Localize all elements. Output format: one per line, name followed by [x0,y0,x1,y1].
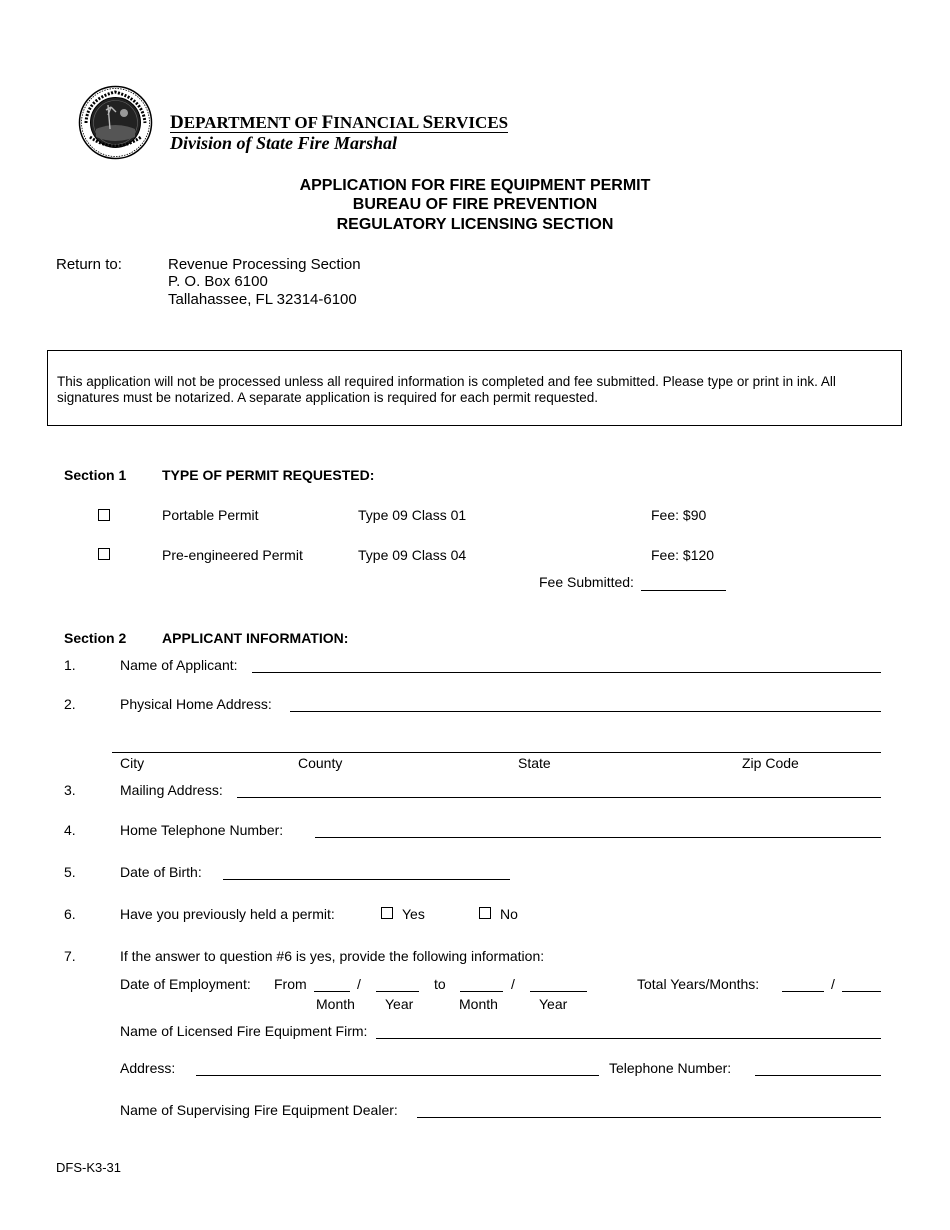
dept-text-2: INANCIAL [333,113,423,132]
to-month-field[interactable] [460,991,503,992]
date-of-birth-field[interactable] [223,879,510,880]
city-county-state-zip-field[interactable] [112,752,881,753]
to-slash: / [511,976,515,992]
city-label: City [120,755,145,771]
total-years-months-label: Total Years/Months: [637,976,760,992]
pre-engineered-permit-checkbox[interactable] [98,548,110,560]
pre-engineered-permit-type: Type 09 Class 04 [358,547,467,563]
no-label: No [500,906,518,922]
state-seal-logo [78,85,153,160]
notice-box [47,350,902,426]
previous-permit-no-checkbox[interactable] [479,907,491,919]
question-1-number: 1. [64,657,76,673]
form-id: DFS-K3-31 [56,1160,122,1175]
return-to-label: Return to: [56,256,122,273]
section-2-title: APPLICANT INFORMATION: [162,630,349,646]
portable-permit-checkbox[interactable] [98,509,110,521]
firm-address-label: Address: [120,1060,176,1076]
county-label: County [298,755,343,771]
firm-telephone-label: Telephone Number: [609,1060,732,1076]
from-month-field[interactable] [314,991,350,992]
home-telephone-field[interactable] [315,837,881,838]
pre-engineered-permit-fee: Fee: $120 [651,547,715,563]
division-name: Division of State Fire Marshal [170,133,398,153]
previous-permit-label: Have you previously held a permit: [120,906,335,922]
question-7-instructions: If the answer to question #6 is yes, provide the following information: [120,948,545,964]
form-title: APPLICATION FOR FIRE EQUIPMENT PERMIT [299,177,651,194]
section-2-label: Section 2 [64,630,127,646]
dept-text-1: EPARTMENT OF [183,113,322,132]
section-1-title: TYPE OF PERMIT REQUESTED: [162,467,375,483]
applicant-name-field[interactable] [252,672,881,673]
state-label: State [518,755,551,771]
question-6-number: 6. [64,906,76,922]
dept-initial-f: F [321,112,334,133]
dept-text-3: ERVICES [433,113,509,132]
firm-telephone-field[interactable] [755,1075,881,1076]
bureau-title: BUREAU OF FIRE PREVENTION [352,196,598,213]
section-1-label: Section 1 [64,467,127,483]
total-slash: / [831,976,835,992]
applicant-name-label: Name of Applicant: [120,657,238,673]
department-name [170,113,508,133]
date-of-birth-label: Date of Birth: [120,864,202,880]
question-4-number: 4. [64,822,76,838]
total-years-field[interactable] [782,991,824,992]
supervising-dealer-field[interactable] [417,1117,881,1118]
question-2-number: 2. [64,696,76,712]
section-title: REGULATORY LICENSING SECTION [336,216,614,233]
physical-address-label: Physical Home Address: [120,696,272,712]
return-address-line-2: P. O. Box 6100 [168,273,268,290]
portable-permit-type: Type 09 Class 01 [358,507,467,523]
from-slash: / [357,976,361,992]
return-address-line-3: Tallahassee, FL 32314-6100 [168,291,357,308]
firm-address-field[interactable] [196,1075,599,1076]
from-year-field[interactable] [376,991,419,992]
dept-initial-s: S [422,112,434,133]
mailing-address-field[interactable] [237,797,881,798]
previous-permit-yes-checkbox[interactable] [381,907,393,919]
return-address-line-1: Revenue Processing Section [168,256,361,273]
from-month-caption: Month [316,996,355,1012]
licensed-firm-field[interactable] [376,1038,881,1039]
from-label: From [274,976,307,992]
fee-submitted-field[interactable] [641,590,726,591]
home-telephone-label: Home Telephone Number: [120,822,284,838]
yes-label: Yes [402,906,425,922]
supervising-dealer-label: Name of Supervising Fire Equipment Dealer: [120,1102,398,1118]
question-3-number: 3. [64,782,76,798]
question-5-number: 5. [64,864,76,880]
portable-permit-label: Portable Permit [162,507,259,523]
mailing-address-label: Mailing Address: [120,782,223,798]
question-7-number: 7. [64,948,76,964]
physical-address-field[interactable] [290,711,881,712]
pre-engineered-permit-label: Pre-engineered Permit [162,547,303,563]
fee-submitted-label: Fee Submitted: [539,574,634,590]
from-year-caption: Year [385,996,414,1012]
total-months-field[interactable] [842,991,881,992]
to-year-field[interactable] [530,991,587,992]
to-month-caption: Month [459,996,498,1012]
licensed-firm-label: Name of Licensed Fire Equipment Firm: [120,1023,368,1039]
notice-text: This application will not be processed unless all required information is completed and fee submitted. Please type or print in ink. All signatures must be notarized. A separate application is required for each permit requested. [57,374,836,405]
portable-permit-fee: Fee: $90 [651,507,707,523]
dept-initial-d: D [170,112,184,133]
to-label: to [434,976,446,992]
zip-code-label: Zip Code [742,755,799,771]
to-year-caption: Year [539,996,568,1012]
date-of-employment-label: Date of Employment: [120,976,251,992]
